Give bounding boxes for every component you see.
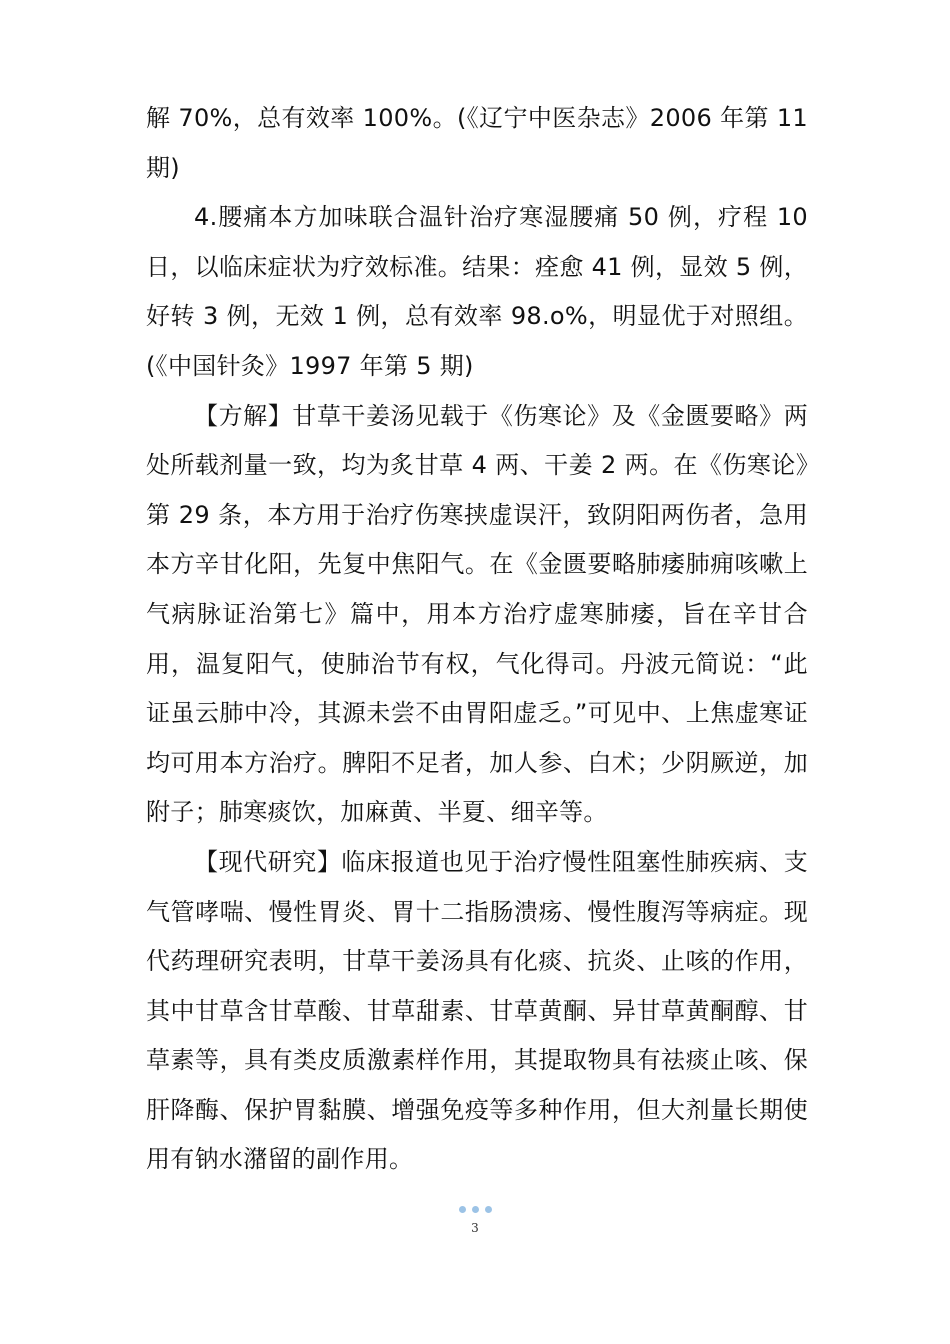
document-body — [146, 94, 808, 1185]
paragraph-formula-explanation: 【方解】甘草干姜汤见载于《伤寒论》及《金匮要略》两处所载剂量一致，均为炙甘草 4 两、干姜 2 两。在《伤寒论》第 29 条，本方用于治疗伤寒挟虚误汗，致阴阳两伤者，急用本方辛甘化阳，先复中焦阳气。在《金匮要略肺痿肺痈咳嗽上气病脉证治第七》篇中，用本方治疗虚寒肺痿，旨在辛甘合用，温复阳气，使肺治节有权，气化得司。丹波元简说：“此证虽云肺中冷，其源未尝不由胃阳虚乏。”可见中、上焦虚寒证均可用本方治疗。脾阳不足者，加人参、白术；少阴厥逆，加附子；肺寒痰饮，加麻黄、半夏、细辛等。 — [146, 401, 808, 827]
paragraph-modern-research: 【现代研究】临床报道也见于治疗慢性阻塞性肺疾病、支气管哮喘、慢性胃炎、胃十二指肠溃疡、慢性腹泻等病症。现代药理研究表明，甘草干姜汤具有化痰、抗炎、止咳的作用，其中甘草含甘草酸、甘草甜素、甘草黄酮、异甘草黄酮醇、甘草素等，具有类皮质激素样作用，其提取物具有祛痰止咳、保肝降酶、保护胃黏膜、增强免疫等多种作用，但大剂量长期使用有钠水潴留的副作用。 — [146, 847, 808, 1174]
page-ornament-dots — [459, 1206, 492, 1213]
page-footer — [0, 1198, 950, 1235]
ornament-dot — [459, 1206, 466, 1213]
paragraph-lumbago-case: 4.腰痛本方加味联合温针治疗寒湿腰痛 50 例，疗程 10 日，以临床症状为疗效标准。结果：痊愈 41 例，显效 5 例，好转 3 例，无效 1 例，总有效率 98.o%，明显优于对照组。(《中国针灸》1997 年第 5 期) — [146, 203, 808, 380]
paragraph-continuation: 解 70%，总有效率 100%。(《辽宁中医杂志》2006 年第 11 期) — [146, 104, 808, 182]
ornament-dot — [485, 1206, 492, 1213]
page-number: 3 — [471, 1221, 479, 1235]
ornament-dot — [472, 1206, 479, 1213]
